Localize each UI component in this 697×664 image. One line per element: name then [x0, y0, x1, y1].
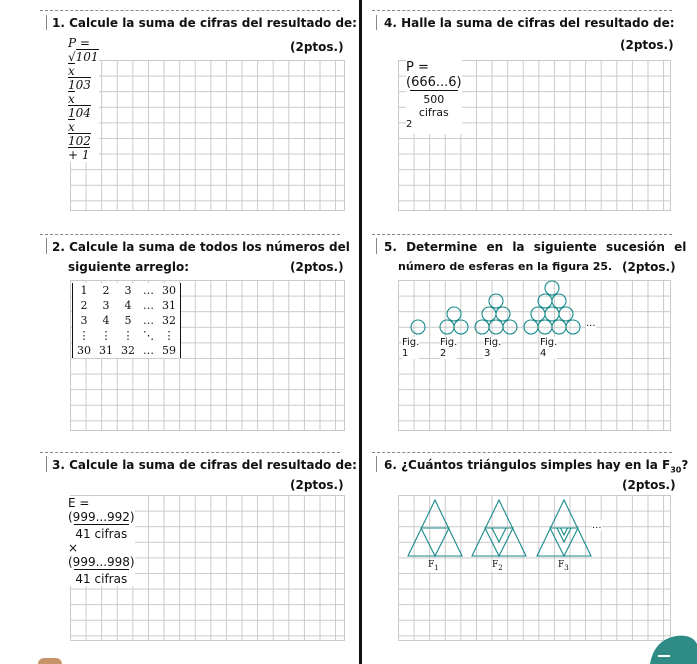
f1-inner-triangle	[421, 528, 449, 556]
q5-points: (2ptos.)	[622, 260, 676, 274]
q6-f1-label: $F_1$	[428, 560, 439, 572]
matrix-cell: 3	[124, 284, 132, 297]
q3-formula-lhs: E =	[68, 496, 90, 510]
fig2-sphere	[440, 320, 454, 334]
corner-decoration-icon	[640, 630, 697, 664]
matrix-cell: …	[143, 299, 154, 312]
matrix-cell: ⋱	[143, 329, 154, 342]
q1-left-bar	[46, 15, 47, 30]
matrix-cell: 3	[102, 299, 110, 312]
matrix-row	[73, 283, 180, 298]
q3-left-bar	[46, 456, 47, 472]
f2-small-triangle	[492, 528, 506, 542]
q2-left-bar	[46, 238, 47, 254]
fig3-sphere	[489, 320, 503, 334]
matrix-cell: ⋮	[78, 329, 90, 342]
q6-title	[382, 458, 690, 474]
q2-matrix-table	[73, 283, 180, 358]
q5-left-bar	[376, 238, 377, 254]
q4-exponent: 2	[406, 119, 413, 130]
q4-base: (666...6)	[406, 75, 462, 90]
matrix-cell: ⋮	[100, 329, 112, 342]
q3-top-rule	[40, 452, 340, 453]
fig2-sphere	[454, 320, 468, 334]
q6-left-bar	[376, 456, 377, 472]
q6-title-prefix: 6. ¿Cuántos triángulos simples hay en la F	[384, 458, 671, 472]
q5-fig3-label: Fig. 3	[484, 337, 502, 359]
fig4-sphere	[566, 320, 580, 334]
sqrt-symbol: √	[68, 50, 76, 64]
fig2-sphere	[447, 307, 461, 321]
matrix-cell: ⋮	[163, 329, 175, 342]
fig4-sphere	[538, 294, 552, 308]
fig1-sphere	[411, 320, 425, 334]
q3-brace1: 41 cifras	[74, 524, 129, 541]
matrix-cell: 5	[124, 314, 132, 327]
q5-title-line2: número de esferas en la figura 25.	[398, 260, 613, 273]
q4-brace: 500 cifras	[410, 90, 458, 119]
matrix-cell: …	[143, 314, 154, 327]
q3-factor1: (999...992)	[68, 510, 135, 524]
matrix-row	[73, 313, 180, 328]
q5-fig4-label: Fig. 4	[540, 337, 558, 359]
q5-top-rule	[372, 234, 672, 235]
q6-points: (2ptos.)	[622, 478, 676, 492]
q4-left-bar	[376, 15, 377, 30]
q1-formula-lhs: P =	[68, 36, 90, 50]
matrix-cell: 32	[121, 344, 135, 357]
fig4-sphere	[552, 294, 566, 308]
q4-formula	[406, 60, 462, 134]
fig4-sphere	[545, 307, 559, 321]
fig3-sphere	[503, 320, 517, 334]
q4-top-rule	[372, 10, 672, 11]
matrix-cell: 31	[162, 299, 176, 312]
q1-answer-grid	[70, 60, 345, 211]
q3-times: ×	[68, 541, 79, 555]
fig4-sphere	[559, 307, 573, 321]
matrix-cell: 2	[80, 299, 88, 312]
matrix-cell: ⋮	[122, 329, 134, 342]
matrix-cell: 3	[80, 314, 88, 327]
matrix-cell: …	[143, 344, 154, 357]
q1-points: (2ptos.)	[290, 40, 344, 54]
q6-f3-label: $F_3$	[558, 560, 569, 572]
q3-factor2: (999...998)	[68, 555, 135, 569]
q2-points: (2ptos.)	[290, 260, 344, 274]
q2-title-line1: 2. Calcule la suma de todos los números del	[52, 240, 350, 254]
q6-ellipsis: ...	[592, 520, 602, 531]
q2-title-line2: siguiente arreglo:	[68, 260, 190, 274]
q3-points: (2ptos.)	[290, 478, 344, 492]
q5-spheres-figure	[400, 280, 610, 350]
q5-title-line1: 5. Determine en la siguiente sucesión el	[384, 240, 687, 254]
q2-matrix	[72, 283, 181, 358]
matrix-cell: 1	[80, 284, 88, 297]
matrix-cell: 4	[102, 314, 110, 327]
q1-title: 1. Calcule la suma de cifras del resultado de:	[52, 16, 357, 30]
fig3-sphere	[475, 320, 489, 334]
fig4-sphere	[538, 320, 552, 334]
q4-title: 4. Halle la suma de cifras del resultado de:	[384, 16, 675, 30]
q5-fig1-label: Fig. 1	[402, 337, 420, 359]
matrix-row	[73, 298, 180, 313]
f3-tiny-triangle	[561, 528, 568, 535]
fig3-sphere	[482, 307, 496, 321]
fig4-sphere	[552, 320, 566, 334]
q4-points: (2ptos.)	[620, 38, 674, 52]
q2-top-rule	[40, 234, 340, 235]
bottom-left-decoration	[38, 658, 62, 664]
q6-f2-label: $F_2$	[492, 560, 503, 572]
q3-formula	[68, 496, 135, 586]
fig3-sphere	[489, 294, 503, 308]
q6-triangles-figure	[404, 498, 600, 560]
q3-title: 3. Calcule la suma de cifras del resultado de:	[52, 458, 357, 472]
matrix-row	[73, 328, 180, 343]
fig4-sphere	[545, 281, 559, 295]
column-divider	[359, 0, 362, 664]
matrix-row	[73, 343, 180, 358]
matrix-cell: 4	[124, 299, 132, 312]
q5-fig2-label: Fig. 2	[440, 337, 458, 359]
q4-formula-lhs: P =	[406, 60, 429, 75]
q3-brace2: 41 cifras	[74, 569, 129, 586]
q1-formula-radicand: 101 x 103 x 104 x 102 + 1	[68, 50, 99, 162]
fig4-sphere	[531, 307, 545, 321]
matrix-cell: 31	[99, 344, 113, 357]
q1-formula	[68, 36, 99, 162]
matrix-cell: …	[143, 284, 154, 297]
q5-ellipsis: ...	[586, 318, 596, 329]
q1-top-rule	[40, 10, 340, 11]
q6-top-rule	[372, 452, 672, 453]
matrix-cell: 2	[102, 284, 110, 297]
matrix-cell: 30	[162, 284, 176, 297]
q6-title-sub: 30	[670, 465, 682, 475]
fig3-sphere	[496, 307, 510, 321]
matrix-cell: 30	[77, 344, 91, 357]
fig4-sphere	[524, 320, 538, 334]
q6-title-suffix: ?	[681, 458, 689, 472]
matrix-cell: 32	[162, 314, 176, 327]
matrix-cell: 59	[162, 344, 176, 357]
